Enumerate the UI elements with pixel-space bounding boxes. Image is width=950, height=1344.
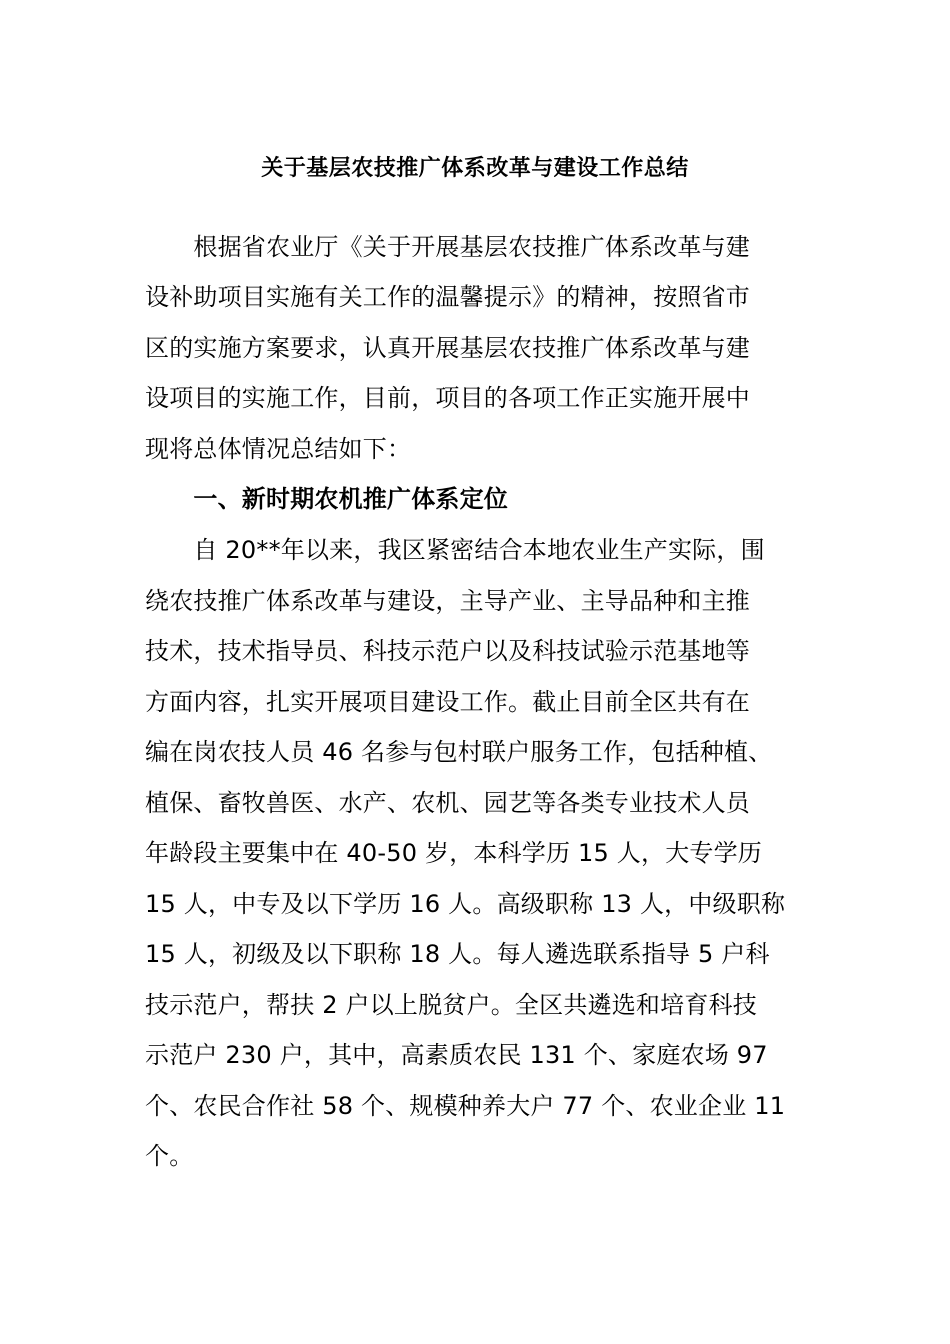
intro-line: 区的实施方案要求，认真开展基层农技推广体系改革与建 xyxy=(145,334,750,362)
section-line: 编在岗农技人员 46 名参与包村联户服务工作，包括种植、 xyxy=(145,738,773,766)
section-line: 示范户 230 户，其中，高素质农民 131 个、家庭农场 97 xyxy=(145,1041,768,1069)
intro-line: 设补助项目实施有关工作的温馨提示》的精神，按照省市 xyxy=(145,283,750,311)
section-heading: 一、新时期农机推广体系定位 xyxy=(145,485,508,513)
section-line: 个。 xyxy=(145,1142,194,1170)
section-line: 15 人，中专及以下学历 16 人。高级职称 13 人，中级职称 xyxy=(145,890,786,918)
section-line: 技术，技术指导员、科技示范户以及科技试验示范基地等 xyxy=(145,637,750,665)
section-line: 15 人，初级及以下职称 18 人。每人遴选联系指导 5 户科 xyxy=(145,940,770,968)
section-line: 个、农民合作社 58 个、规模种养大户 77 个、农业企业 11 xyxy=(145,1092,786,1120)
intro-line: 设项目的实施工作，目前，项目的各项工作正实施开展中 xyxy=(145,384,750,412)
section-line: 方面内容，扎实开展项目建设工作。截止目前全区共有在 xyxy=(145,688,750,716)
document-title: 关于基层农技推广体系改革与建设工作总结 xyxy=(261,156,689,181)
section-line: 植保、畜牧兽医、水产、农机、园艺等各类专业技术人员 xyxy=(145,789,750,817)
section-line: 技示范户，帮扶 2 户以上脱贫户。全区共遴选和培育科技 xyxy=(145,991,757,1019)
intro-line: 现将总体情况总结如下： xyxy=(145,435,412,463)
intro-line: 根据省农业厅《关于开展基层农技推广体系改革与建 xyxy=(145,233,750,261)
section-line: 绕农技推广体系改革与建设，主导产业、主导品种和主推 xyxy=(145,587,750,615)
section-line: 自 20**年以来，我区紧密结合本地农业生产实际，围 xyxy=(145,536,765,564)
section-line: 年龄段主要集中在 40-50 岁，本科学历 15 人，大专学历 xyxy=(145,839,762,867)
